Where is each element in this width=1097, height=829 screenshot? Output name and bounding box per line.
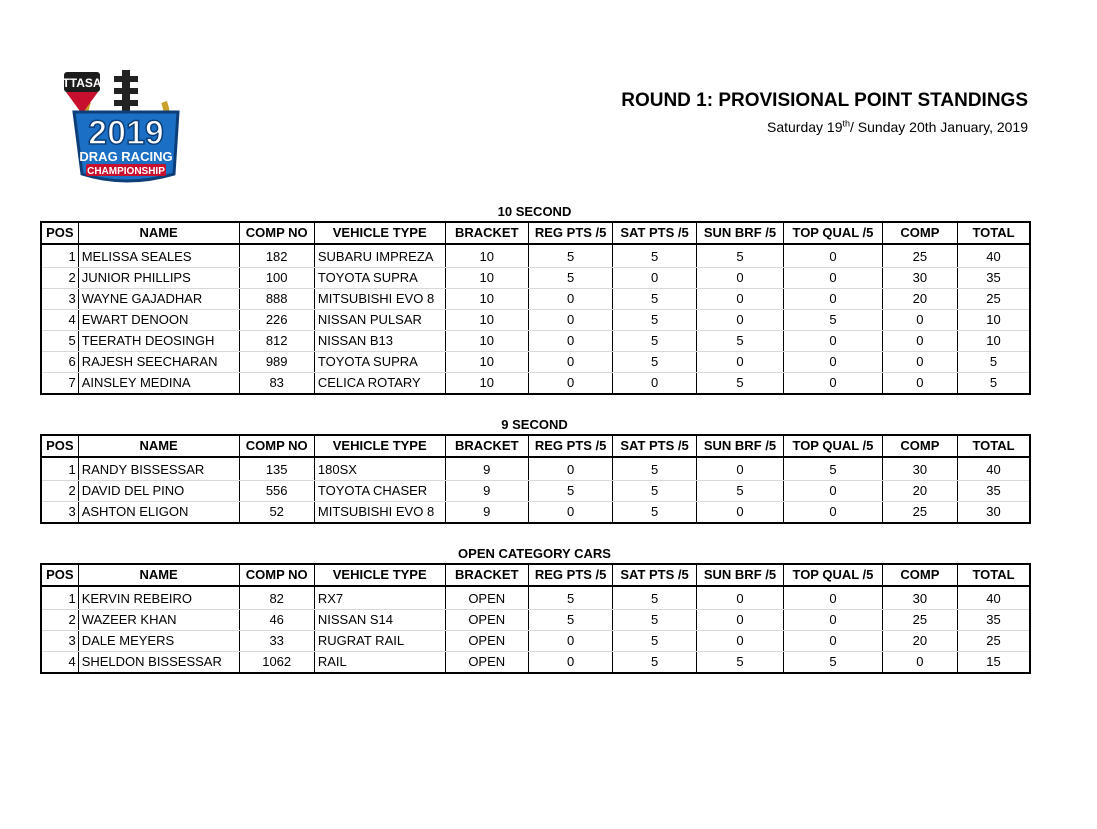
cell-sun-brf: 0	[696, 310, 783, 331]
section-title: 10 SECOND	[497, 204, 572, 219]
cell-comp: 25	[882, 244, 957, 268]
cell-bracket: OPEN	[445, 631, 528, 652]
cell-total: 30	[958, 502, 1030, 524]
column-header-vehicle-type: VEHICLE TYPE	[314, 222, 445, 244]
cell-name: JUNIOR PHILLIPS	[78, 268, 239, 289]
cell-sun-brf: 5	[696, 373, 783, 395]
cell-total: 25	[958, 631, 1030, 652]
logo-line2: CHAMPIONSHIP	[87, 166, 165, 177]
cell-top-qual: 5	[784, 652, 882, 674]
column-header-bracket: BRACKET	[445, 564, 528, 586]
cell-sat-pts: 5	[613, 352, 696, 373]
column-header-reg-pts: REG PTS /5	[528, 564, 612, 586]
cell-vehicle-type: CELICA ROTARY	[314, 373, 445, 395]
cell-pos: 3	[41, 631, 78, 652]
table-row	[41, 502, 1030, 524]
cell-bracket: 9	[445, 481, 528, 502]
cell-name: AINSLEY MEDINA	[78, 373, 239, 395]
table-row	[41, 631, 1030, 652]
column-header-comp: COMP	[882, 435, 957, 457]
cell-total: 35	[958, 610, 1030, 631]
cell-name: RAJESH SEECHARAN	[78, 352, 239, 373]
column-header-bracket: BRACKET	[445, 222, 528, 244]
cell-comp: 30	[882, 586, 957, 610]
cell-pos: 2	[41, 268, 78, 289]
cell-sun-brf: 0	[696, 289, 783, 310]
table-row	[41, 652, 1030, 674]
cell-bracket: 10	[445, 373, 528, 395]
cell-total: 5	[958, 352, 1030, 373]
cell-total: 35	[958, 268, 1030, 289]
page-title: ROUND 1: PROVISIONAL POINT STANDINGS	[621, 90, 1028, 111]
cell-sat-pts: 5	[613, 610, 696, 631]
cell-vehicle-type: NISSAN PULSAR	[314, 310, 445, 331]
section-open-category	[40, 545, 1031, 674]
section-9-second	[40, 416, 1031, 524]
cell-bracket: OPEN	[445, 652, 528, 674]
column-header-top-qual: TOP QUAL /5	[784, 222, 882, 244]
cell-vehicle-type: 180SX	[314, 457, 445, 481]
cell-name: TEERATH DEOSINGH	[78, 331, 239, 352]
cell-sat-pts: 5	[613, 586, 696, 610]
column-header-sun-brf: SUN BRF /5	[696, 564, 783, 586]
cell-comp-no: 33	[239, 631, 314, 652]
cell-comp: 25	[882, 502, 957, 524]
column-header-comp: COMP	[882, 222, 957, 244]
cell-name: MELISSA SEALES	[78, 244, 239, 268]
cell-sun-brf: 5	[696, 481, 783, 502]
cell-reg-pts: 5	[528, 610, 612, 631]
cell-total: 15	[958, 652, 1030, 674]
cell-top-qual: 0	[784, 268, 882, 289]
column-header-pos: POS	[41, 222, 78, 244]
column-header-sun-brf: SUN BRF /5	[696, 222, 783, 244]
cell-sat-pts: 5	[613, 502, 696, 524]
cell-vehicle-type: RUGRAT RAIL	[314, 631, 445, 652]
standings-table	[40, 563, 1031, 674]
table-row	[41, 310, 1030, 331]
column-header-sat-pts: SAT PTS /5	[613, 564, 696, 586]
cell-name: WAYNE GAJADHAR	[78, 289, 239, 310]
cell-reg-pts: 5	[528, 481, 612, 502]
table-row	[41, 373, 1030, 395]
column-header-reg-pts: REG PTS /5	[528, 222, 612, 244]
cell-comp-no: 226	[239, 310, 314, 331]
table-row	[41, 586, 1030, 610]
table-header-row	[41, 222, 1030, 244]
cell-comp-no: 52	[239, 502, 314, 524]
cell-reg-pts: 0	[528, 373, 612, 395]
cell-top-qual: 0	[784, 373, 882, 395]
cell-top-qual: 0	[784, 289, 882, 310]
cell-pos: 1	[41, 457, 78, 481]
cell-vehicle-type: RX7	[314, 586, 445, 610]
date-superscript: th	[842, 118, 851, 129]
cell-sun-brf: 0	[696, 268, 783, 289]
column-header-bracket: BRACKET	[445, 435, 528, 457]
cell-sun-brf: 0	[696, 352, 783, 373]
cell-name: DALE MEYERS	[78, 631, 239, 652]
column-header-vehicle-type: VEHICLE TYPE	[314, 564, 445, 586]
cell-total: 10	[958, 310, 1030, 331]
date-suffix: / Sunday 20th January, 2019	[850, 119, 1028, 135]
cell-bracket: OPEN	[445, 610, 528, 631]
cell-comp: 20	[882, 289, 957, 310]
column-header-sun-brf: SUN BRF /5	[696, 435, 783, 457]
cell-sat-pts: 5	[613, 331, 696, 352]
column-header-sat-pts: SAT PTS /5	[613, 222, 696, 244]
cell-pos: 5	[41, 331, 78, 352]
cell-bracket: 10	[445, 268, 528, 289]
cell-total: 10	[958, 331, 1030, 352]
cell-pos: 4	[41, 652, 78, 674]
section-10-second	[40, 203, 1031, 395]
cell-comp-no: 812	[239, 331, 314, 352]
cell-reg-pts: 0	[528, 457, 612, 481]
cell-comp: 0	[882, 652, 957, 674]
cell-comp: 0	[882, 310, 957, 331]
column-header-total: TOTAL	[958, 564, 1030, 586]
section-title: 9 SECOND	[501, 417, 568, 432]
table-row	[41, 481, 1030, 502]
column-header-comp-no: COMP NO	[239, 564, 314, 586]
cell-comp-no: 1062	[239, 652, 314, 674]
cell-top-qual: 0	[784, 631, 882, 652]
event-date	[767, 119, 1028, 135]
column-header-sat-pts: SAT PTS /5	[613, 435, 696, 457]
column-header-pos: POS	[41, 435, 78, 457]
column-header-total: TOTAL	[958, 222, 1030, 244]
logo-brand: TTASA	[62, 76, 102, 90]
cell-reg-pts: 0	[528, 352, 612, 373]
column-header-vehicle-type: VEHICLE TYPE	[314, 435, 445, 457]
column-header-pos: POS	[41, 564, 78, 586]
cell-comp-no: 83	[239, 373, 314, 395]
table-row	[41, 268, 1030, 289]
cell-pos: 1	[41, 586, 78, 610]
cell-sun-brf: 0	[696, 610, 783, 631]
cell-pos: 6	[41, 352, 78, 373]
cell-total: 35	[958, 481, 1030, 502]
cell-vehicle-type: SUBARU IMPREZA	[314, 244, 445, 268]
cell-top-qual: 0	[784, 586, 882, 610]
cell-sun-brf: 5	[696, 244, 783, 268]
cell-vehicle-type: RAIL	[314, 652, 445, 674]
cell-bracket: 10	[445, 310, 528, 331]
cell-reg-pts: 0	[528, 310, 612, 331]
cell-sun-brf: 0	[696, 586, 783, 610]
cell-sat-pts: 5	[613, 310, 696, 331]
standings-table	[40, 434, 1031, 524]
cell-sat-pts: 5	[613, 457, 696, 481]
cell-name: DAVID DEL PINO	[78, 481, 239, 502]
cell-vehicle-type: NISSAN B13	[314, 331, 445, 352]
cell-sun-brf: 5	[696, 331, 783, 352]
date-prefix: Saturday 19	[767, 119, 843, 135]
cell-pos: 3	[41, 502, 78, 524]
table-header-row	[41, 564, 1030, 586]
cell-total: 40	[958, 586, 1030, 610]
cell-name: RANDY BISSESSAR	[78, 457, 239, 481]
cell-sat-pts: 5	[613, 481, 696, 502]
cell-sat-pts: 5	[613, 244, 696, 268]
cell-name: KERVIN REBEIRO	[78, 586, 239, 610]
cell-bracket: 9	[445, 457, 528, 481]
cell-top-qual: 0	[784, 481, 882, 502]
section-title: OPEN CATEGORY CARS	[458, 546, 611, 561]
cell-comp-no: 82	[239, 586, 314, 610]
cell-reg-pts: 5	[528, 268, 612, 289]
standings-table	[40, 221, 1031, 395]
column-header-reg-pts: REG PTS /5	[528, 435, 612, 457]
cell-reg-pts: 5	[528, 586, 612, 610]
cell-bracket: 10	[445, 289, 528, 310]
cell-top-qual: 0	[784, 610, 882, 631]
column-header-name: NAME	[78, 564, 239, 586]
cell-total: 40	[958, 457, 1030, 481]
cell-name: WAZEER KHAN	[78, 610, 239, 631]
cell-top-qual: 0	[784, 331, 882, 352]
cell-top-qual: 0	[784, 244, 882, 268]
table-row	[41, 352, 1030, 373]
cell-name: EWART DENOON	[78, 310, 239, 331]
cell-comp: 0	[882, 373, 957, 395]
cell-comp: 0	[882, 352, 957, 373]
cell-total: 5	[958, 373, 1030, 395]
table-row	[41, 331, 1030, 352]
cell-top-qual: 0	[784, 352, 882, 373]
cell-name: SHELDON BISSESSAR	[78, 652, 239, 674]
table-header-row	[41, 435, 1030, 457]
cell-vehicle-type: MITSUBISHI EVO 8	[314, 289, 445, 310]
table-row	[41, 289, 1030, 310]
cell-total: 25	[958, 289, 1030, 310]
cell-pos: 1	[41, 244, 78, 268]
cell-bracket: 10	[445, 352, 528, 373]
cell-pos: 2	[41, 610, 78, 631]
cell-vehicle-type: NISSAN S14	[314, 610, 445, 631]
cell-sun-brf: 5	[696, 652, 783, 674]
cell-reg-pts: 0	[528, 502, 612, 524]
column-header-total: TOTAL	[958, 435, 1030, 457]
cell-reg-pts: 0	[528, 331, 612, 352]
cell-comp-no: 556	[239, 481, 314, 502]
column-header-comp-no: COMP NO	[239, 222, 314, 244]
logo-emblem	[60, 62, 192, 190]
logo-line1: DRAG RACING	[79, 149, 173, 164]
cell-comp: 0	[882, 331, 957, 352]
cell-reg-pts: 0	[528, 631, 612, 652]
cell-sun-brf: 0	[696, 502, 783, 524]
cell-total: 40	[958, 244, 1030, 268]
championship-logo	[60, 62, 192, 190]
cell-comp: 20	[882, 631, 957, 652]
cell-comp: 25	[882, 610, 957, 631]
cell-comp-no: 135	[239, 457, 314, 481]
table-row	[41, 457, 1030, 481]
cell-vehicle-type: TOYOTA SUPRA	[314, 352, 445, 373]
column-header-name: NAME	[78, 222, 239, 244]
cell-sat-pts: 5	[613, 289, 696, 310]
cell-pos: 7	[41, 373, 78, 395]
column-header-name: NAME	[78, 435, 239, 457]
column-header-comp: COMP	[882, 564, 957, 586]
cell-comp-no: 182	[239, 244, 314, 268]
table-row	[41, 244, 1030, 268]
cell-bracket: 10	[445, 244, 528, 268]
cell-sat-pts: 5	[613, 652, 696, 674]
cell-comp: 30	[882, 268, 957, 289]
cell-name: ASHTON ELIGON	[78, 502, 239, 524]
cell-bracket: 10	[445, 331, 528, 352]
cell-sun-brf: 0	[696, 631, 783, 652]
cell-bracket: 9	[445, 502, 528, 524]
cell-pos: 2	[41, 481, 78, 502]
cell-sat-pts: 5	[613, 631, 696, 652]
cell-comp-no: 989	[239, 352, 314, 373]
cell-top-qual: 0	[784, 502, 882, 524]
cell-reg-pts: 5	[528, 244, 612, 268]
cell-comp: 30	[882, 457, 957, 481]
cell-sat-pts: 0	[613, 268, 696, 289]
cell-vehicle-type: TOYOTA CHASER	[314, 481, 445, 502]
cell-reg-pts: 0	[528, 289, 612, 310]
cell-pos: 3	[41, 289, 78, 310]
cell-comp-no: 888	[239, 289, 314, 310]
cell-bracket: OPEN	[445, 586, 528, 610]
cell-comp-no: 46	[239, 610, 314, 631]
cell-vehicle-type: MITSUBISHI EVO 8	[314, 502, 445, 524]
cell-top-qual: 5	[784, 310, 882, 331]
cell-vehicle-type: TOYOTA SUPRA	[314, 268, 445, 289]
logo-year: 2019	[88, 114, 164, 152]
cell-sat-pts: 0	[613, 373, 696, 395]
cell-pos: 4	[41, 310, 78, 331]
column-header-comp-no: COMP NO	[239, 435, 314, 457]
column-header-top-qual: TOP QUAL /5	[784, 564, 882, 586]
cell-comp-no: 100	[239, 268, 314, 289]
table-row	[41, 610, 1030, 631]
column-header-top-qual: TOP QUAL /5	[784, 435, 882, 457]
cell-comp: 20	[882, 481, 957, 502]
cell-sun-brf: 0	[696, 457, 783, 481]
cell-top-qual: 5	[784, 457, 882, 481]
cell-reg-pts: 0	[528, 652, 612, 674]
